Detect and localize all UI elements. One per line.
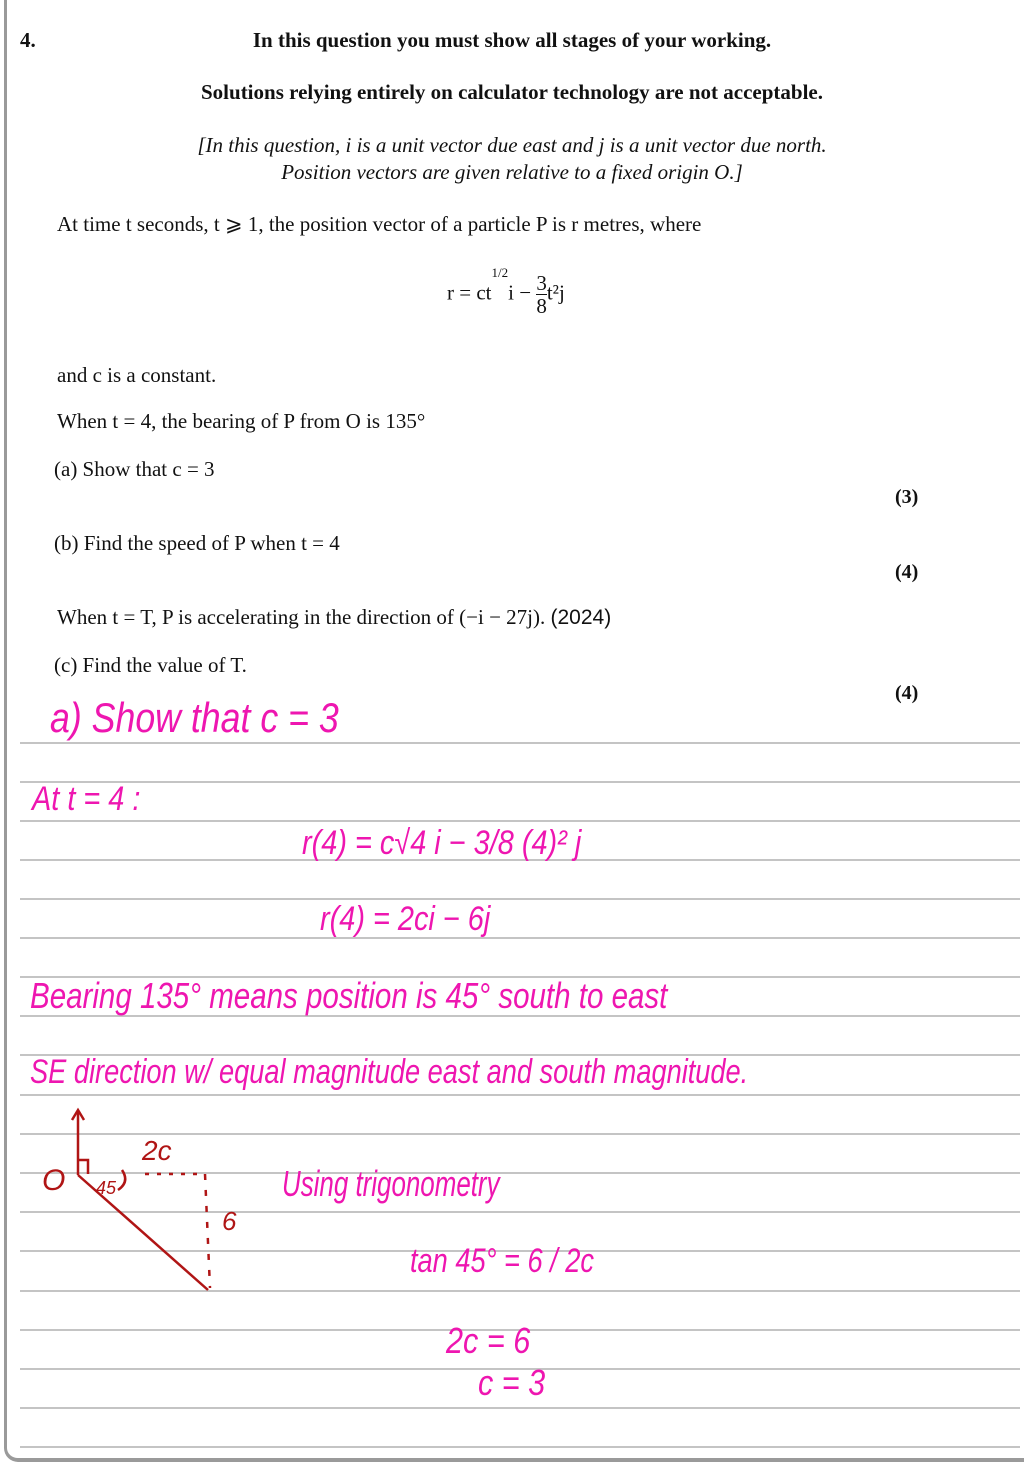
position-equation — [447, 265, 565, 318]
eq-frac-den: 8 — [536, 294, 547, 318]
angle-arc — [118, 1170, 125, 1190]
hw-bearing: Bearing 135° means position is 45° south to east — [30, 975, 668, 1016]
diagram-origin-label: O — [42, 1164, 66, 1197]
intro-text: At time t seconds, t ⩾ 1, the position vector of a particle P is r metres, where — [57, 212, 702, 236]
part-c: (c) Find the value of T. — [54, 653, 247, 677]
bearing-diagram — [30, 1100, 250, 1300]
diagram-2c-label: 2c — [142, 1135, 172, 1166]
part-a: (a) Show that c = 3 — [54, 457, 215, 481]
marks-b: (4) — [895, 561, 919, 583]
part-b: (b) Find the speed of P when t = 4 — [54, 531, 340, 555]
hw-heading: a) Show that c = 3 — [50, 694, 339, 741]
diagram-angle-label: 45 — [96, 1178, 117, 1198]
south-dashed-line — [205, 1174, 210, 1288]
note-line-2: Position vectors are given relative to a fixed origin O.] — [281, 160, 743, 184]
ruled-line — [20, 1407, 1020, 1409]
eq-exponent: 1/2 — [491, 265, 509, 281]
ruled-line — [20, 781, 1020, 783]
ruled-line — [20, 820, 1020, 822]
bearing-text: When t = 4, the bearing of P from O is 135° — [57, 409, 426, 433]
year-label: (2024) — [550, 606, 612, 629]
ruled-line — [20, 898, 1020, 900]
hw-at-t: At t = 4 : — [32, 780, 141, 818]
acceleration-sentence: When t = T, P is accelerating in the direction of (−i − 27j). — [57, 605, 546, 629]
instruction-working: In this question you must show all stages of your working. — [252, 28, 772, 52]
eq-rhs: t²j — [546, 280, 565, 305]
hw-r4-line1: r(4) = c√4 i − 3/8 (4)² j — [302, 824, 582, 862]
instruction-calculator: Solutions relying entirely on calculator technology are not acceptable. — [201, 80, 823, 104]
hw-tan-equation: tan 45° = 6 / 2c — [410, 1242, 595, 1280]
ruled-line — [20, 1094, 1020, 1096]
question-number: 4. — [20, 28, 36, 52]
hw-se-direction: SE direction w/ equal magnitude east and south magnitude. — [30, 1053, 749, 1091]
marks-c: (4) — [895, 682, 919, 704]
diagram-6-label: 6 — [222, 1206, 237, 1236]
right-angle-mark — [78, 1160, 88, 1174]
eq-lhs: r = ct — [447, 280, 492, 305]
note-line-1: [In this question, i is a unit vector due east and j is a unit vector due north. — [197, 133, 827, 157]
acceleration-text — [57, 605, 611, 630]
constant-text: and c is a constant. — [57, 363, 217, 387]
ruled-line — [20, 742, 1020, 744]
hw-c-equals-3: c = 3 — [478, 1362, 546, 1403]
eq-mid: i − — [508, 280, 537, 305]
hw-r4-line2: r(4) = 2ci − 6j — [320, 900, 491, 938]
eq-frac-num: 3 — [536, 271, 547, 295]
ruled-line — [20, 1446, 1020, 1448]
hw-using-trig: Using trigonometry — [282, 1163, 500, 1204]
ruled-line — [20, 937, 1020, 939]
marks-a: (3) — [895, 486, 919, 508]
hw-2c-equals-6: 2c = 6 — [446, 1320, 531, 1361]
